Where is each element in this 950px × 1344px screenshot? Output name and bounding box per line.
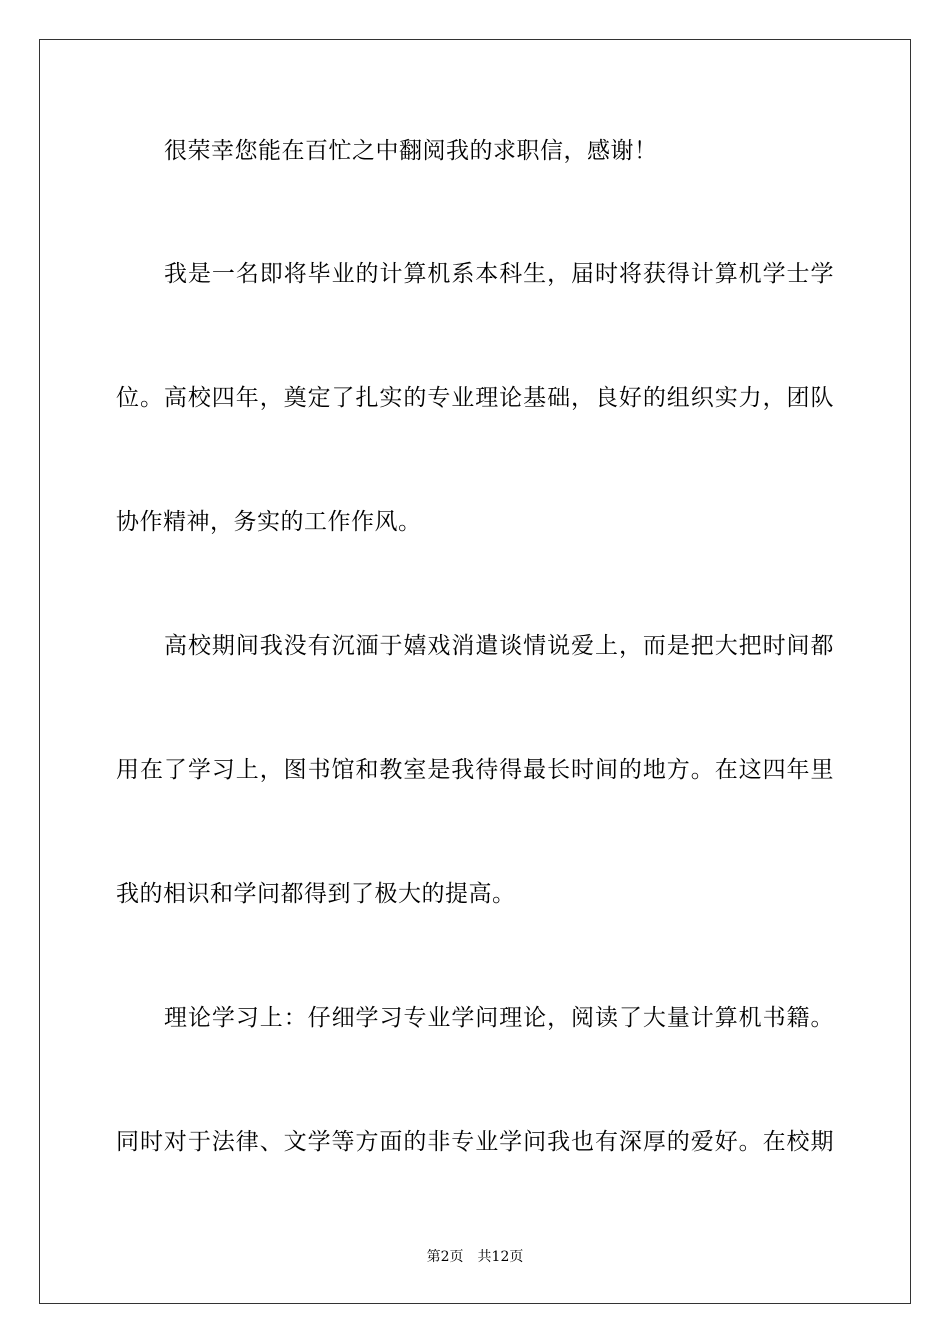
paragraph-line: 位。高校四年，奠定了扎实的专业理论基础，良好的组织实力，团队 (116, 385, 834, 411)
page-footer (0, 1248, 950, 1266)
paragraph-line: 同时对于法律、文学等方面的非专业学问我也有深厚的爱好。在校期 (116, 1129, 834, 1155)
paragraph-line: 协作精神，务实的工作作风。 (116, 509, 422, 535)
page-total: 共12页 (477, 1249, 524, 1265)
paragraph-line: 很荣幸您能在百忙之中翻阅我的求职信，感谢！ (164, 138, 658, 164)
paragraph-line: 用在了学习上，图书馆和教室是我待得最长时间的地方。在这四年里 (116, 757, 834, 783)
paragraph-line: 理论学习上：仔细学习专业学问理论，阅读了大量计算机书籍。 (164, 1005, 834, 1031)
page-number: 第2页 (426, 1249, 464, 1265)
paragraph-line: 高校期间我没有沉湎于嬉戏消遣谈情说爱上，而是把大把时间都 (164, 633, 834, 659)
paragraph-line: 我是一名即将毕业的计算机系本科生，届时将获得计算机学士学 (164, 261, 834, 287)
page-frame (39, 39, 911, 1304)
paragraph-line: 我的相识和学问都得到了极大的提高。 (116, 881, 516, 907)
